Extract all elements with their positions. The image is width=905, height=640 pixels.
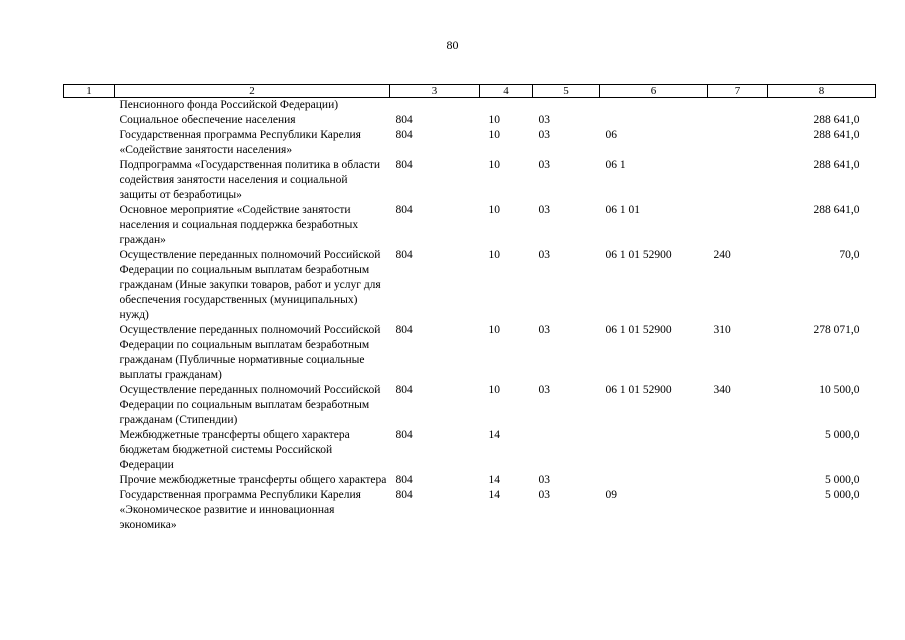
amount-cell: 5 000,0	[825, 489, 860, 501]
target-article-cell: 06 1	[605, 159, 626, 171]
target-article-cell	[600, 473, 708, 488]
subsection-code-cell: 03	[538, 159, 550, 171]
target-article-cell	[600, 113, 708, 128]
expense-type-cell	[708, 203, 768, 248]
item-name-cell: Осуществление переданных полномочий Российской Федерации по социальным выплатам безработным гражданам (Публичные нормативные социальные выплаты гражданам)	[119, 324, 381, 381]
section-code-cell: 10	[488, 384, 500, 396]
item-name-cell: Осуществление переданных полномочий Российской Федерации по социальным выплатам безработным гражданам (Иные закупки товаров, работ и услуг для обеспечения государственных (муниципальных) нужд)	[119, 249, 381, 321]
table-row	[64, 113, 876, 128]
amount-cell: 278 071,0	[813, 324, 860, 336]
row-number-cell	[64, 248, 115, 323]
header-cell: 7	[708, 85, 768, 98]
row-number-cell	[64, 98, 115, 114]
table-row	[64, 98, 876, 114]
table-row	[64, 323, 876, 383]
subsection-code-cell: 03	[538, 204, 550, 216]
header-cell: 5	[533, 85, 600, 98]
header-cell: 1	[64, 85, 115, 98]
target-article-cell: 06 1 01	[605, 204, 640, 216]
header-cell: 8	[768, 85, 876, 98]
amount-cell	[768, 98, 876, 114]
table-row	[64, 488, 876, 533]
amount-cell: 288 641,0	[813, 159, 860, 171]
expense-type-cell	[708, 113, 768, 128]
department-code-cell: 804	[395, 249, 413, 261]
item-name-cell: Прочие межбюджетные трансферты общего характера	[119, 474, 387, 486]
header-cell: 4	[480, 85, 533, 98]
target-article-cell: 06 1 01 52900	[605, 249, 672, 261]
table-row	[64, 248, 876, 323]
subsection-code-cell: 03	[538, 324, 550, 336]
item-name-cell: Государственная программа Республики Карелия «Содействие занятости населения»	[119, 129, 361, 156]
subsection-code-cell: 03	[538, 489, 550, 501]
target-article-cell: 09	[605, 489, 617, 501]
department-code-cell: 804	[395, 384, 413, 396]
section-code-cell: 10	[488, 249, 500, 261]
expense-type-cell: 240	[713, 249, 731, 261]
item-name-cell: Основное мероприятие «Содействие занятости населения и социальная поддержка безработных граждан»	[119, 204, 359, 246]
table-row	[64, 473, 876, 488]
expense-type-cell	[708, 98, 768, 114]
department-code-cell: 804	[395, 324, 413, 336]
item-name-cell: Социальное обеспечение населения	[119, 114, 296, 126]
target-article-cell: 06 1 01 52900	[605, 384, 672, 396]
target-article-cell: 06	[605, 129, 617, 141]
amount-cell: 288 641,0	[813, 204, 860, 216]
amount-cell: 5 000,0	[825, 474, 860, 486]
expense-type-cell	[708, 428, 768, 473]
row-number-cell	[64, 488, 115, 533]
header-cell: 6	[600, 85, 708, 98]
section-code-cell: 10	[488, 129, 500, 141]
subsection-code-cell: 03	[538, 384, 550, 396]
section-code-cell: 14	[488, 474, 500, 486]
department-code-cell	[390, 98, 480, 114]
department-code-cell: 804	[395, 129, 413, 141]
header-row	[64, 85, 876, 98]
table-row	[64, 158, 876, 203]
row-number-cell	[64, 473, 115, 488]
row-number-cell	[64, 158, 115, 203]
item-name-cell: Межбюджетные трансферты общего характера бюджетам бюджетной системы Российской Федерации	[119, 429, 350, 471]
row-number-cell	[64, 383, 115, 428]
department-code-cell: 804	[395, 474, 413, 486]
table-row	[64, 128, 876, 158]
section-code-cell: 10	[488, 114, 500, 126]
section-code-cell: 10	[488, 324, 500, 336]
row-number-cell	[64, 113, 115, 128]
department-code-cell: 804	[395, 429, 413, 441]
header-cell: 2	[115, 85, 390, 98]
item-name-cell: Осуществление переданных полномочий Российской Федерации по социальным выплатам безработным гражданам (Стипендии)	[119, 384, 381, 426]
department-code-cell: 804	[395, 114, 413, 126]
row-number-cell	[64, 203, 115, 248]
department-code-cell: 804	[395, 489, 413, 501]
expense-type-cell	[708, 488, 768, 533]
item-name-cell: Государственная программа Республики Карелия «Экономическое развитие и инновационная экономика»	[119, 489, 361, 531]
department-code-cell: 804	[395, 204, 413, 216]
subsection-code-cell	[533, 428, 600, 473]
table-row	[64, 203, 876, 248]
page-number: 80	[446, 38, 459, 52]
section-code-cell	[480, 98, 533, 114]
subsection-code-cell: 03	[538, 249, 550, 261]
target-article-cell	[600, 98, 708, 114]
table-row	[64, 383, 876, 428]
section-code-cell: 10	[488, 204, 500, 216]
target-article-cell: 06 1 01 52900	[605, 324, 672, 336]
department-code-cell: 804	[395, 159, 413, 171]
table-row	[64, 428, 876, 473]
section-code-cell: 10	[488, 159, 500, 171]
expense-type-cell	[708, 128, 768, 158]
target-article-cell	[600, 428, 708, 473]
subsection-code-cell: 03	[538, 129, 550, 141]
subsection-code-cell	[533, 98, 600, 114]
header-cell: 3	[390, 85, 480, 98]
expense-type-cell	[708, 158, 768, 203]
amount-cell: 10 500,0	[819, 384, 860, 396]
subsection-code-cell: 03	[538, 474, 550, 486]
amount-cell: 288 641,0	[813, 114, 860, 126]
section-code-cell: 14	[488, 489, 500, 501]
budget-table	[63, 84, 876, 533]
section-code-cell: 14	[488, 429, 500, 441]
amount-cell: 5 000,0	[825, 429, 860, 441]
row-number-cell	[64, 128, 115, 158]
subsection-code-cell: 03	[538, 114, 550, 126]
amount-cell: 288 641,0	[813, 129, 860, 141]
row-number-cell	[64, 428, 115, 473]
amount-cell: 70,0	[839, 249, 860, 261]
item-name-cell: Подпрограмма «Государственная политика в области содействия занятости населения и социальной защиты от безработицы»	[119, 159, 381, 201]
row-number-cell	[64, 323, 115, 383]
item-name-cell: Пенсионного фонда Российской Федерации)	[119, 99, 339, 111]
expense-type-cell: 310	[713, 324, 731, 336]
expense-type-cell	[708, 473, 768, 488]
expense-type-cell: 340	[713, 384, 731, 396]
